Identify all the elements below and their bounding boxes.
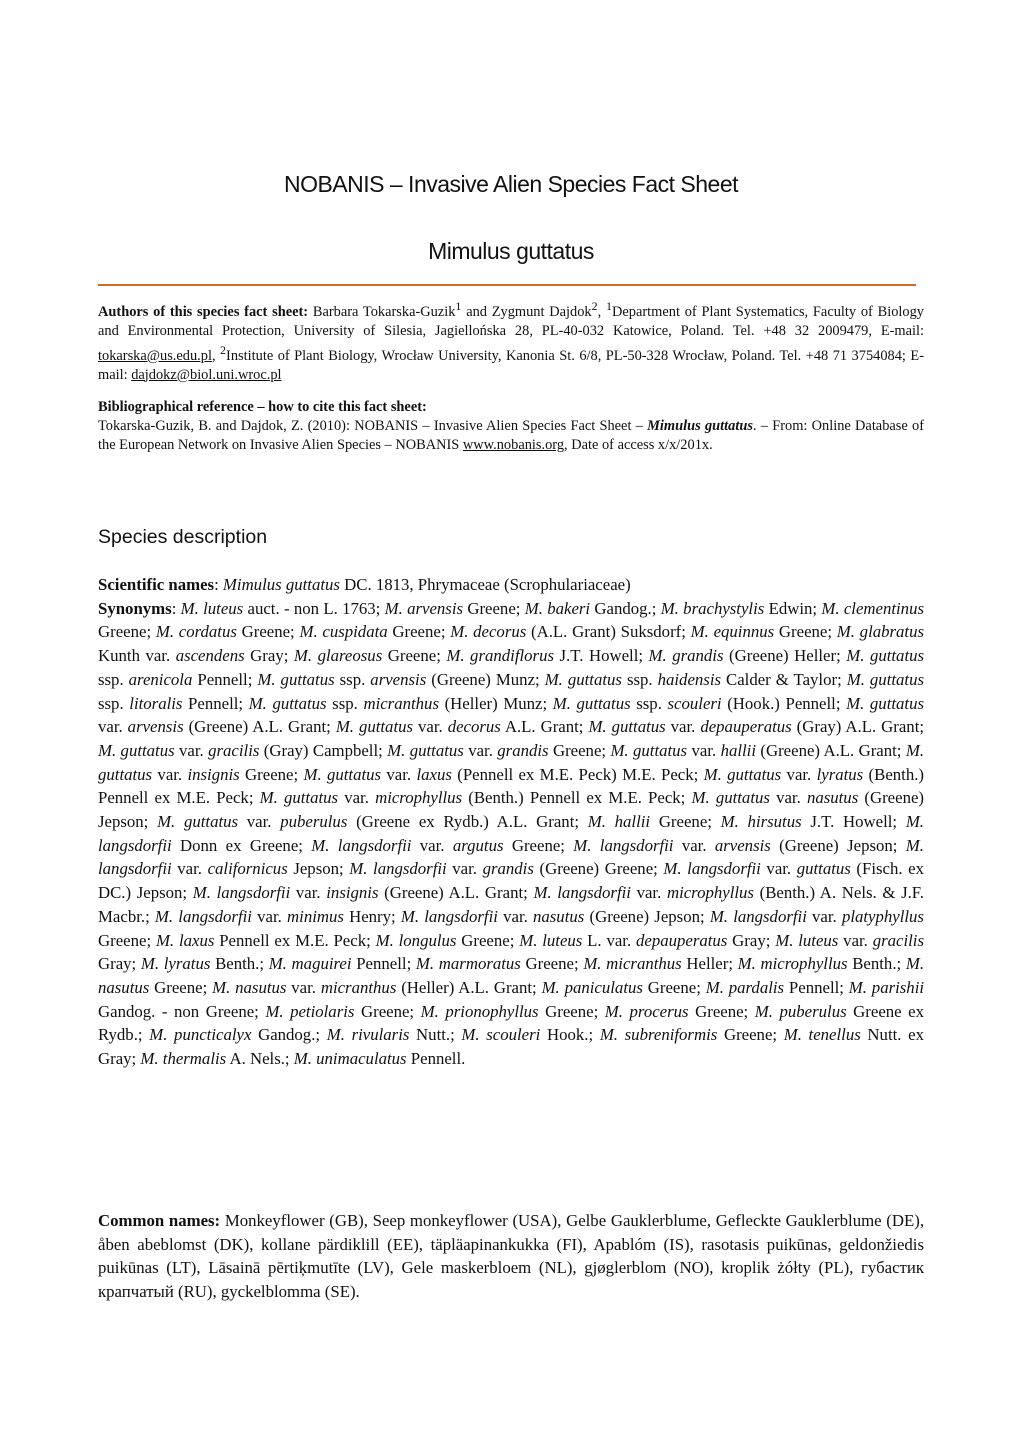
authors-block: Authors of this species fact sheet: Barbara Tokarska-Guzik$^1$ and Zygmunt Dajdok$^2$, $^1$Department of Plant Systematics, Faculty of Biology and Environmental Protection, University of Silesia, Jagiellońska 28, PL-40-032 Katowice, Poland. Tel. +48 32 2009479, E-mail: tokarska@us.edu.pl, $^2$Institute of Plant Biology, Wrocław University, Kanonia St. 6/8, PL-50-328 Wrocław, Poland. Tel. +48 71 3754084; E-mail: dajdokz@biol.uni.wroc.pl	[98, 299, 924, 383]
common-names-label: Common names:	[98, 1211, 221, 1230]
author-2: Zygmunt Dajdok	[491, 303, 592, 320]
scientific-label: Scientific names	[98, 575, 215, 594]
synonyms-label: Synonyms	[98, 598, 172, 618]
authors-label: Authors of this species fact sheet:	[98, 303, 309, 320]
section-heading: Species description	[98, 526, 268, 548]
names-block: Scientific names: Mimulus guttatus DC. 1813, Phrymaceae (Scrophulariaceae) Synonyms: M. luteus auct. - non L. 1763; M. arvensis Greene; M. bakeri Gandog.; M. brachystylis Edwin; M. clementinus Greene; M. cordatus Greene; M. cuspidata Greene; M. decorus (A.L. Grant) Suksdorf; M. equinnus Greene; M. glabratus Kunth var. ascendens Gray; M. glareosus Greene; M. grandiflorus J.T. Howell; M. grandis (Greene) Heller; M. guttatus ssp. arenicola Pennell; M. guttatus ssp. arvensis (Greene) Munz; M. guttatus ssp. haidensis Calder & Taylor; M. guttatus ssp. litoralis Pennell; M. guttatus ssp. micranthus (Heller) Munz; M. guttatus ssp. scouleri (Hook.) Pennell; M. guttatus var. arvensis (Greene) A.L. Grant; M. guttatus var. decorus A.L. Grant; M. guttatus var. depauperatus (Gray) A.L. Grant; M. guttatus var. gracilis (Gray) Campbell; M. guttatus var. grandis Greene; M. guttatus var. hallii (Greene) A.L. Grant; M. guttatus var. insignis Greene; M. guttatus var. laxus (Pennell ex M.E. Peck) M.E. Peck; M. guttatus var. lyratus (Benth.) Pennell ex M.E. Peck; M. guttatus var. microphyllus (Benth.) Pennell ex M.E. Peck; M. guttatus var. nasutus (Greene) Jepson; M. guttatus var. puberulus (Greene ex Rydb.) A.L. Grant; M. hallii Greene; M. hirsutus J.T. Howell; M. langsdorfii Donn ex Greene; M. langsdorfii var. argutus Greene; M. langsdorfii var. arvensis (Greene) Jepson; M. langsdorfii var. californicus Jepson; M. langsdorfii var. grandis (Greene) Greene; M. langsdorfii var. guttatus (Fisch. ex DC.) Jepson; M. langsdorfii var. insignis (Greene) A.L. Grant; M. langsdorfii var. microphyllus (Benth.) A. Nels. & J.F. Macbr.; M. langsdorfii var. minimus Henry; M. langsdorfii var. nasutus (Greene) Jepson; M. langsdorfii var. platyphyllus Greene; M. laxus Pennell ex M.E. Peck; M. longulus Greene; M. luteus L. var. depauperatus Gray; M. luteus var. gracilis Gray; M. lyratus Benth.; M. maguirei Pennell; M. marmoratus Greene; M. micranthus Heller; M. microphyllus Benth.; M. nasutus Greene; M. nasutus var. micranthus (Heller) A.L. Grant; M. paniculatus Greene; M. pardalis Pennell; M. parishii Gandog. - non Greene; M. petiolaris Greene; M. prionophyllus Greene; M. procerus Greene; M. puberulus Greene ex Rydb.; M. puncticalyx Gandog.; M. rivularis Nutt.; M. scouleri Hook.; M. subreniformis Greene; M. tenellus Nutt. ex Gray; M. thermalis A. Nels.; M. unimaculatus Pennell.	[98, 575, 925, 1069]
affiliation-1: Department of Plant Systematics, Faculty of Biology and Environmental Protection, University of Silesia, Jagiellońska 28, PL-40-032 Katowice, Poland. Tel. +48 32 2009479, E-mail:	[98, 303, 924, 339]
common-names-block	[98, 1209, 924, 1304]
affiliation-2: Institute of Plant Biology, Wrocław University, Kanonia St. 6/8, PL-50-328 Wrocław, Poland. Tel. +48 71 3754084; E-mail:	[98, 347, 924, 383]
common-names-text: Monkeyflower (GB), Seep monkeyflower (USA), Gelbe Gauklerblume, Gefleckte Gauklerblume (DE), åben abeblomst (DK), kollane pärdiklill (EE), täpläapinankukka (FI), Apablóm (IS), rasotasis puikūnas, geldonžiedis puikūnas (LT), Lāsainā pērtiķmutīte (LV), Gele maskerbloem (NL), gjøglerblom (NO), kroplik żółty (PL), губастик крапчатый (RU), gyckelblomma (SE).	[98, 1211, 925, 1302]
author-1: Barbara Tokarska-Guzik	[312, 303, 456, 320]
scientific-name: Mimulus guttatus	[222, 575, 340, 594]
species-title: Mimulus guttatus	[428, 238, 594, 264]
synonyms-text: M. luteus auct. - non L. 1763; M. arvensis Greene; M. bakeri Gandog.; M. brachystylis Edwin; M. clementinus Greene; M. cordatus Greene; M. cuspidata Greene; M. decorus (A.L. Grant) Suksdorf; M. equinnus Greene; M. glabratus Kunth var. ascendens Gray; M. glareosus Greene; M. grandiflorus J.T. Howell; M. grandis (Greene) Heller; M. guttatus ssp. arenicola Pennell; M. guttatus ssp. arvensis (Greene) Munz; M. guttatus ssp. haidensis Calder & Taylor; M. guttatus ssp. litoralis Pennell; M. guttatus ssp. micranthus (Heller) Munz; M. guttatus ssp. scouleri (Hook.) Pennell; M. guttatus var. arvensis (Greene) A.L. Grant; M. guttatus var. decorus A.L. Grant; M. guttatus var. depauperatus (Gray) A.L. Grant; M. guttatus var. gracilis (Gray) Campbell; M. guttatus var. grandis Greene; M. guttatus var. hallii (Greene) A.L. Grant; M. guttatus var. insignis Greene; M. guttatus var. laxus (Pennell ex M.E. Peck) M.E. Peck; M. guttatus var. lyratus (Benth.) Pennell ex M.E. Peck; M. guttatus var. microphyllus (Benth.) Pennell ex M.E. Peck; M. guttatus var. nasutus (Greene) Jepson; M. guttatus var. puberulus (Greene ex Rydb.) A.L. Grant; M. hallii Greene; M. hirsutus J.T. Howell; M. langsdorfii Donn ex Greene; M. langsdorfii var. argutus Greene; M. langsdorfii var. arvensis (Greene) Jepson; M. langsdorfii var. californicus Jepson; M. langsdorfii var. grandis (Greene) Greene; M. langsdorfii var. guttatus (Fisch. ex DC.) Jepson; M. langsdorfii var. insignis (Greene) A.L. Grant; M. langsdorfii var. microphyllus (Benth.) A. Nels. & J.F. Macbr.; M. langsdorfii var. minimus Henry; M. langsdorfii var. nasutus (Greene) Jepson; M. langsdorfii var. platyphyllus Greene; M. laxus Pennell ex M.E. Peck; M. longulus Greene; M. luteus L. var. depauperatus Gray; M. luteus var. gracilis Gray; M. lyratus Benth.; M. maguirei Pennell; M. marmoratus Greene; M. micranthus Heller; M. microphyllus Benth.; M. nasutus Greene; M. nasutus var. micranthus (Heller) A.L. Grant; M. paniculatus Greene; M. pardalis Pennell; M. parishii Gandog. - non Greene; M. petiolaris Greene; M. prionophyllus Greene; M. procerus Greene; M. puberulus Greene ex Rydb.; M. puncticalyx Gandog.; M. rivularis Nutt.; M. scouleri Hook.; M. subreniformis Greene; M. tenellus Nutt. ex Gray; M. thermalis A. Nels.; M. unimaculatus Pennell.	[98, 598, 925, 1069]
nobanis-link[interactable]: www.nobanis.org	[462, 437, 565, 453]
title-divider	[98, 284, 916, 286]
citation-block: Bibliographical reference – how to cite this fact sheet: Tokarska-Guzik, B. and Dajdok, Z. (2010): NOBANIS – Invasive Alien Species Fact Sheet – Mimulus guttatus. – From: Online Database of the European Network on Invasive Alien Species – NOBANIS www.nobanis.org, Date of access x/x/201x.	[98, 399, 924, 453]
email-link-2[interactable]: dajdokz@biol.uni.wroc.pl	[131, 366, 282, 383]
citation-label: Bibliographical reference – how to cite this fact sheet:	[98, 399, 427, 415]
email-link-1[interactable]: tokarska@us.edu.pl	[98, 347, 212, 364]
document-title: NOBANIS – Invasive Alien Species Fact Sheet	[283, 171, 739, 197]
